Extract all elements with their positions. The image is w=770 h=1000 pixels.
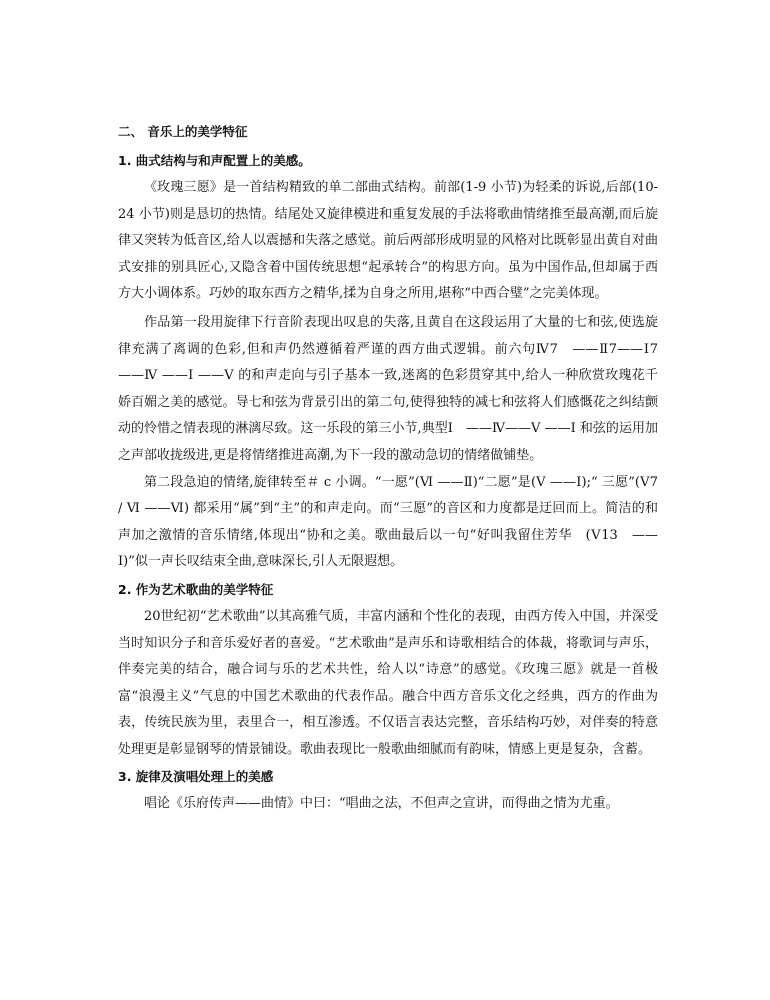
subsection-heading-1: 1. 曲式结构与和声配置上的美感。 bbox=[118, 153, 311, 168]
subsection-heading-3: 3. 旋律及演唱处理上的美感 bbox=[118, 769, 274, 785]
paragraph-1-1: 《玫瑰三愿》是一首结构精致的单二部曲式结构。前部(1-9 小节)为轻柔的诉说,后部(10-24 小节)则是恳切的热情。结尾处又旋律模进和重复发展的手法将歌曲情绪推至最高潮,而后旋律又突转为低音区,给人以震撼和失落之感觉。前后两部形成明显的风格对比既彰显出黄自对曲式安排的别具匠心,又隐含着中国传统思想“起承转合”的构思方向。虽为中国作品,但却属于西方大小调体系。巧妙的取东西方之精华,揉为自身之所用,堪称“中西合璧”之完美体现。 bbox=[118, 180, 658, 302]
document-body bbox=[118, 118, 658, 818]
paragraph-2-1: 20世纪初“艺术歌曲”以其高雅气质，丰富内涵和个性化的表现，由西方传入中国，并深受当时知识分子和音乐爱好者的喜爱。“艺术歌曲”是声乐和诗歌相结合的体裁，将歌词与声乐，伴奏完美的结合，融合词与乐的艺术共性，给人以“诗意”的感觉。《玫瑰三愿》就是一首极富“浪漫主义”气息的中国艺术歌曲的代表作品。融合中西方音乐文化之经典，西方的作曲为表，传统民族为里，表里合一，相互渗透。不仅语言表达完整，音乐结构巧妙，对伴奏的特意处理更是彰显钢琴的情景铺设。歌曲表现比一般歌曲细腻而有韵味，情感上更是复杂，含蓄。 bbox=[118, 608, 658, 757]
paragraph-1-2: 作品第一段用旋律下行音阶表现出叹息的失落,且黄自在这段运用了大量的七和弦,使选旋律充满了离调的色彩,但和声仍然遵循着严谨的西方曲式逻辑。前六句Ⅳ7 ——Ⅱ7——Ⅰ7 ——Ⅳ ——Ⅰ ——Ⅴ 的和声走向与引子基本一致,迷离的色彩贯穿其中,给人一种欣赏玫瑰花千娇百媚之美的感觉。导七和弦为背景引出的第二句,使得独特的减七和弦将人们感慨花之纠结颤动的怜惜之情表现的淋漓尽致。这一乐段的第三小节,典型Ⅰ ——Ⅳ——Ⅴ ——Ⅰ 和弦的运用加之声部收拢级进,更是将情绪推进高潮,为下一段的激动急切的情绪做铺垫。 bbox=[118, 314, 658, 463]
subsection-heading-2: 2. 作为艺术歌曲的美学特征 bbox=[118, 581, 274, 597]
paragraph-3-1: 唱论《乐府传声——曲情》中曰：“唱曲之法，不但声之宣讲，而得曲之情为尤重。 bbox=[144, 796, 619, 812]
paragraph-1-3: 第二段急迫的情绪,旋律转至＃ c 小调。“一愿”(Ⅵ ——Ⅱ)“二愿”是(Ⅴ ——Ⅰ);“ 三愿”(Ⅴ7 / Ⅵ ——Ⅵ) 都采用“属”到“主”的和声走向。而“三愿”的音区和力度都是迂回而上。简洁的和声加之激情的音乐情绪,体现出“协和之美。歌曲最后以一句“好叫我留住芳华 (Ⅴ13 ——Ⅰ)”似一声长叹结束全曲,意味深长,引人无限遐想。 bbox=[118, 474, 658, 570]
section-heading: 二、 音乐上的美学特征 bbox=[118, 124, 248, 139]
